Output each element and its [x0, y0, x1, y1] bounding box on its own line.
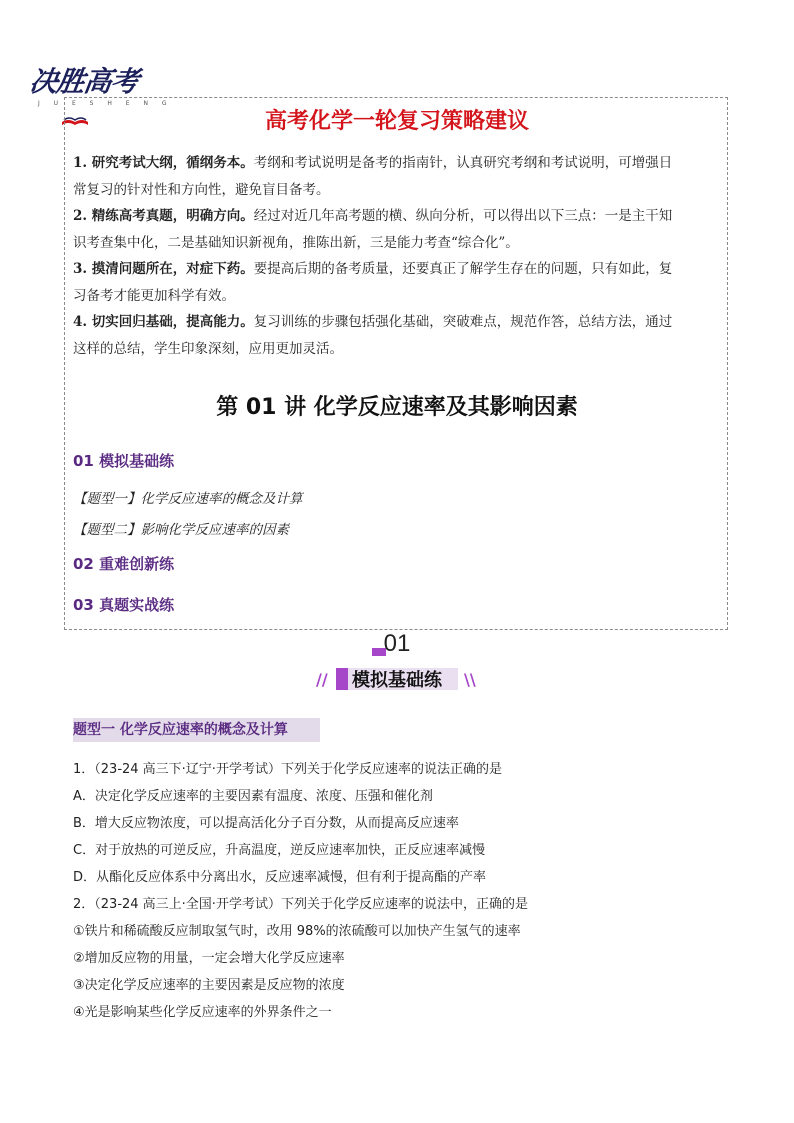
statement-4: ④光是影响某些化学反应速率的外界条件之一 [73, 1005, 332, 1020]
advice-item-2 [73, 203, 723, 256]
banner-slash-right: \\ [464, 670, 476, 689]
subtype-link-2[interactable]: 【题型二】影响化学反应速率的因素 [73, 522, 289, 538]
lecture-title: 第 01 讲 化学反应速率及其影响因素 [216, 395, 578, 420]
section-banner [312, 664, 482, 694]
option-b: B．增大反应物浓度，可以提高活化分子百分数，从而提高反应速率 [73, 816, 459, 831]
statement-2: ②增加反应物的用量，一定会增大化学反应速率 [73, 951, 345, 966]
advice-text-cont: 习备考才能更加科学有效。 [73, 287, 235, 304]
advice-text: 经过对近几年高考题的横、纵向分析，可以得出以下三点：一是主干知 [253, 208, 673, 224]
section-link-basic[interactable]: 01 模拟基础练 [73, 452, 175, 470]
section-link-real-exam[interactable]: 03 真题实战练 [73, 596, 175, 614]
advice-item-4 [73, 309, 723, 362]
banner-title: 模拟基础练 [352, 670, 442, 691]
option-a: A．决定化学反应速率的主要因素有温度、浓度、压强和催化剂 [73, 789, 433, 804]
statement-3: ③决定化学反应速率的主要因素是反应物的浓度 [73, 978, 345, 993]
advice-text-cont: 这样的总结，学生印象深刻，应用更加灵活。 [73, 340, 343, 357]
advice-heading: 4. 切实回归基础，提高能力。 [73, 314, 254, 330]
question-1: 1．（23-24 高三下·辽宁·开学考试）下列关于化学反应速率的说法正确的是 [73, 762, 502, 777]
question-2: 2．（23-24 高三上·全国·开学考试）下列关于化学反应速率的说法中，正确的是 [73, 897, 528, 912]
type-header: 题型一 化学反应速率的概念及计算 [73, 718, 320, 742]
strategy-title: 高考化学一轮复习策略建议 [264, 109, 529, 134]
option-d: D．从酯化反应体系中分离出水，反应速率减慢，但有利于提高酯的产率 [73, 870, 487, 885]
advice-item-1 [73, 150, 723, 203]
advice-text: 复习训练的步骤包括强化基础，突破难点，规范作答，总结方法，通过 [253, 314, 673, 330]
subtype-link-1[interactable]: 【题型一】化学反应速率的概念及计算 [73, 491, 303, 507]
advice-text: 要提高后期的备考质量，还要真正了解学生存在的问题，只有如此，复 [253, 261, 673, 277]
advice-heading: 1. 研究考试大纲，循纲务本。 [73, 155, 254, 171]
advice-item-3 [73, 256, 723, 309]
advice-heading: 3. 摸清问题所在，对症下药。 [73, 261, 254, 277]
statement-1: ①铁片和稀硫酸反应制取氢气时，改用 98%的浓硫酸可以加快产生氢气的速率 [73, 924, 521, 939]
banner-slash-left: // [316, 670, 328, 689]
advice-text-cont: 常复习的针对性和方向性，避免盲目备考。 [73, 181, 330, 198]
section-link-innovation[interactable]: 02 重难创新练 [73, 555, 175, 573]
logo-text: 决胜高考 [27, 65, 141, 98]
logo-subtitle: J U E S H E N G [38, 100, 173, 107]
advice-heading: 2. 精练高考真题，明确方向。 [73, 208, 254, 224]
advice-text-cont: 识考查集中化，二是基础知识新视角，推陈出新，三是能力考查“综合化”。 [73, 234, 519, 251]
advice-text: 考纲和考试说明是备考的指南针，认真研究考纲和考试说明，可增强日 [253, 155, 673, 171]
option-c: C．对于放热的可逆反应，升高温度，逆反应速率加快，正反应速率减慢 [73, 843, 486, 858]
banner-number: 01 [383, 630, 411, 657]
